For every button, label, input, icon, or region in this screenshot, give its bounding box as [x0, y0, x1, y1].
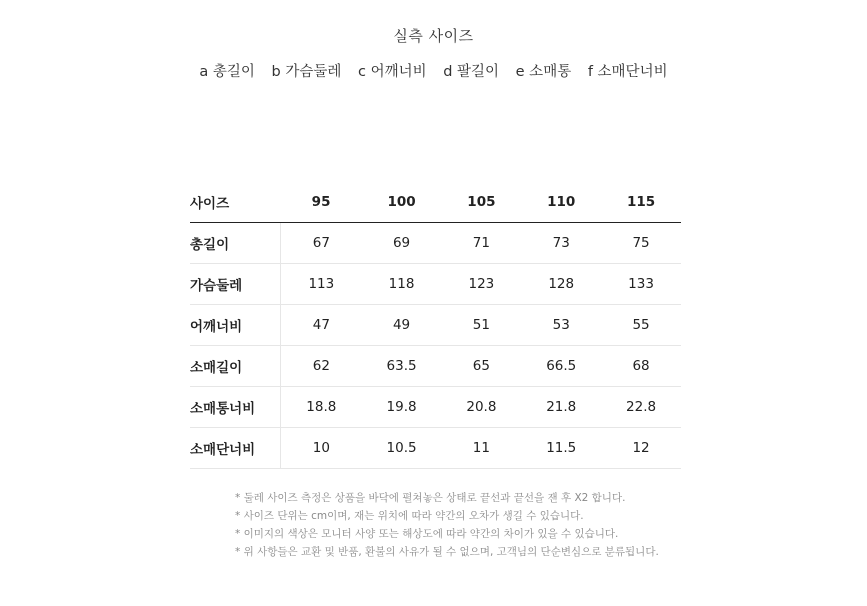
- table-cell: 18.8: [281, 387, 362, 428]
- legend-item-c: c 어깨너비: [357, 64, 427, 80]
- table-cell: 19.8: [362, 387, 442, 428]
- table-cell: 49: [362, 305, 442, 346]
- table-row: [190, 387, 681, 428]
- table-cell: 66.5: [521, 346, 601, 387]
- table-cell: 71: [441, 223, 521, 264]
- note-line: * 사이즈 단위는 cm이며, 재는 위치에 따라 약간의 오차가 생길 수 있습니다.: [235, 510, 584, 522]
- header-size-110: 110: [521, 182, 601, 223]
- table-cell: 63.5: [362, 346, 442, 387]
- legend-item-b: b 가슴둘레: [271, 64, 342, 80]
- table-cell: 123: [441, 264, 521, 305]
- table-row: [190, 264, 681, 305]
- row-label: 총길이: [190, 223, 281, 264]
- row-label: 소매단너비: [190, 428, 281, 469]
- header-size-95: 95: [281, 182, 362, 223]
- table-cell: 133: [601, 264, 681, 305]
- table-cell: 53: [521, 305, 601, 346]
- table-cell: 22.8: [601, 387, 681, 428]
- note-line: * 둘레 사이즈 측정은 상품을 바닥에 펼쳐놓은 상태로 끝선과 끝선을 잰 후 X2 합니다.: [235, 492, 626, 504]
- table-cell: 11.5: [521, 428, 601, 469]
- header-size-105: 105: [441, 182, 521, 223]
- table-cell: 69: [362, 223, 442, 264]
- size-notes: [235, 489, 659, 561]
- row-label: 소매길이: [190, 346, 281, 387]
- header-label: 사이즈: [190, 182, 281, 223]
- table-row: [190, 305, 681, 346]
- note-line: * 위 사항들은 교환 및 반품, 환불의 사유가 될 수 없으며, 고객님의 단순변심으로 분류됩니다.: [235, 546, 659, 558]
- table-cell: 73: [521, 223, 601, 264]
- table-cell: 21.8: [521, 387, 601, 428]
- table-cell: 12: [601, 428, 681, 469]
- table-cell: 10: [281, 428, 362, 469]
- header-size-100: 100: [362, 182, 442, 223]
- table-row: [190, 428, 681, 469]
- table-cell: 67: [281, 223, 362, 264]
- table-cell: 55: [601, 305, 681, 346]
- row-label: 소매통너비: [190, 387, 281, 428]
- legend-item-a: a 총길이: [199, 64, 255, 80]
- table-cell: 113: [281, 264, 362, 305]
- table-cell: 118: [362, 264, 442, 305]
- table-cell: 11: [441, 428, 521, 469]
- table-cell: 47: [281, 305, 362, 346]
- table-cell: 10.5: [362, 428, 442, 469]
- table-cell: 128: [521, 264, 601, 305]
- table-cell: 65: [441, 346, 521, 387]
- table-cell: 62: [281, 346, 362, 387]
- table-row: [190, 346, 681, 387]
- legend-item-e: e 소매통: [515, 64, 572, 80]
- measurement-legend: [0, 60, 867, 81]
- legend-item-d: d 팔길이: [443, 64, 500, 80]
- header-size-115: 115: [601, 182, 681, 223]
- page-title: 실측 사이즈: [393, 27, 474, 45]
- table-cell: 68: [601, 346, 681, 387]
- table-cell: 51: [441, 305, 521, 346]
- table-cell: 75: [601, 223, 681, 264]
- table-header-row: [190, 182, 681, 223]
- row-label: 가슴둘레: [190, 264, 281, 305]
- table-row: [190, 223, 681, 264]
- note-line: * 이미지의 색상은 모니터 사양 또는 해상도에 따라 약간의 차이가 있을 수 있습니다.: [235, 528, 619, 540]
- legend-item-f: f 소매단너비: [587, 64, 668, 80]
- table-cell: 20.8: [441, 387, 521, 428]
- row-label: 어깨너비: [190, 305, 281, 346]
- size-table: [190, 182, 681, 469]
